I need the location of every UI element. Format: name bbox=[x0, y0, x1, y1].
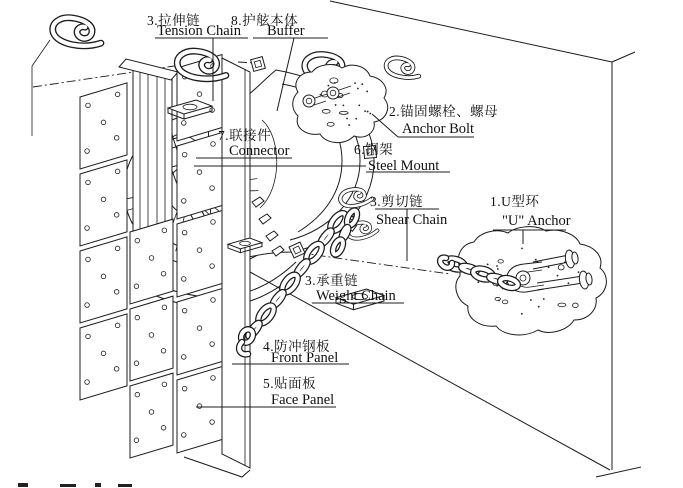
label-face-panel-en: Face Panel bbox=[271, 392, 335, 408]
label-anchor-bolt-zh: 2.锚固螺栓、螺母 bbox=[389, 104, 499, 119]
label-shear-chain-en: Shear Chain bbox=[376, 212, 448, 228]
label-weight-chain-en: Weight Chain bbox=[316, 288, 396, 304]
label-buffer-zh: 8.护舷本体 bbox=[231, 13, 299, 28]
label-steel-mount-en: Steel Mount bbox=[368, 158, 440, 174]
label-tension-chain-en: Tension Chain bbox=[157, 23, 241, 39]
label-u-anchor-en: "U" Anchor bbox=[502, 213, 571, 229]
cropped-caption-marks bbox=[18, 483, 132, 487]
label-face-panel-zh: 5.贴面板 bbox=[263, 376, 317, 391]
label-connector-zh: 7.联接件 bbox=[218, 128, 272, 143]
label-front-panel-zh: 4.防冲钢板 bbox=[263, 339, 331, 354]
label-steel-mount-zh: 6.钢架 bbox=[354, 142, 394, 157]
label-buffer-en: Buffer bbox=[267, 23, 305, 39]
label-u-anchor-zh: 1.U型环 bbox=[490, 194, 540, 209]
label-front-panel-en: Front Panel bbox=[271, 350, 339, 366]
label-shear-chain-zh: 3.剪切链 bbox=[370, 194, 424, 209]
label-tension-chain-zh: 3.拉伸链 bbox=[147, 13, 201, 28]
label-anchor-bolt-en: Anchor Bolt bbox=[402, 121, 475, 137]
label-connector-en: Connector bbox=[229, 143, 290, 159]
label-weight-chain-zh: 3.承重链 bbox=[305, 273, 359, 288]
